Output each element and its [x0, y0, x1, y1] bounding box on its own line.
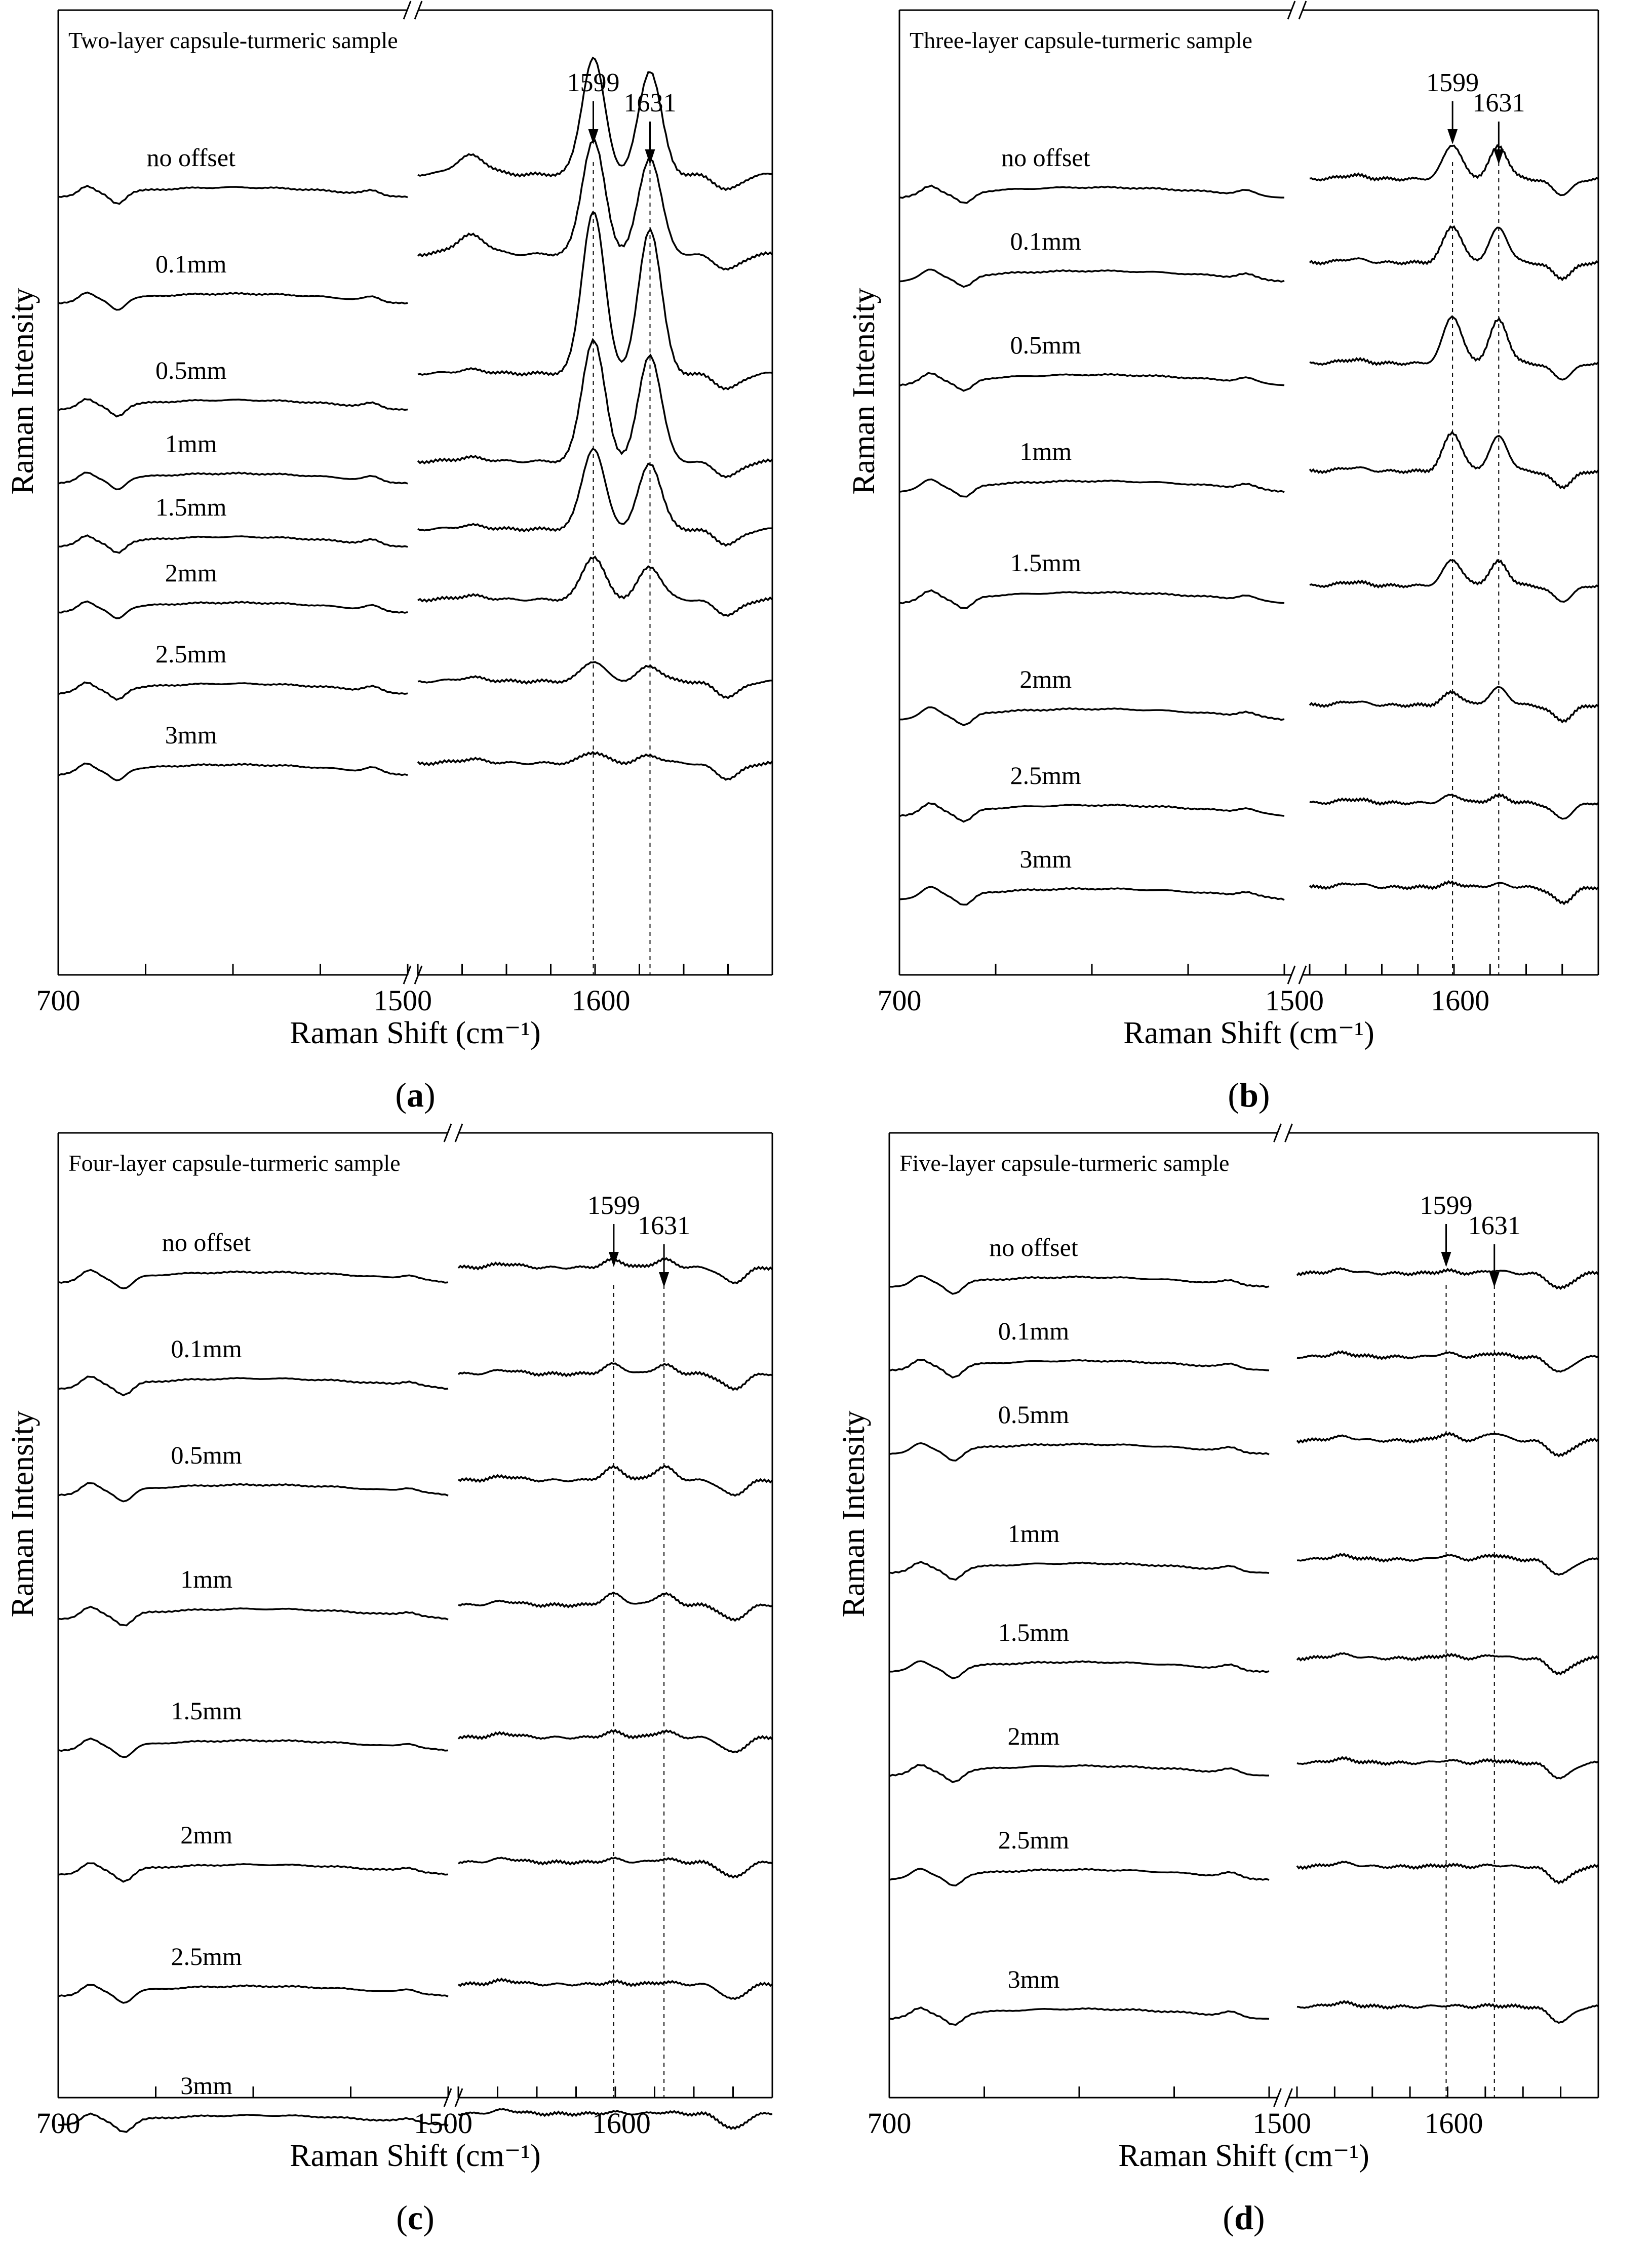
- spectrum-1mm-seg1: [58, 1607, 448, 1626]
- peak-arrow-head: [1447, 129, 1458, 144]
- spectrum-no-offset-seg1: [889, 1276, 1269, 1294]
- series-label: 1.5mm: [1010, 548, 1081, 577]
- peak-label-1599: 1599: [587, 1191, 640, 1220]
- spectrum-0.5mm-seg2: [418, 212, 772, 389]
- spectrum-1.5mm-seg1: [899, 590, 1284, 608]
- spectrum-2mm-seg1: [899, 707, 1284, 725]
- peak-label-1599: 1599: [567, 68, 620, 97]
- y-axis-label: Raman Intensity: [6, 1410, 40, 1618]
- spectrum-1.5mm-seg1: [58, 535, 408, 553]
- spectrum-1mm-seg2: [1297, 1554, 1598, 1575]
- x-tick-label: 1500: [414, 2107, 473, 2140]
- spectrum-0.1mm-seg2: [458, 1363, 772, 1390]
- x-tick-label: 1600: [571, 984, 631, 1017]
- spectrum-3mm-seg1: [899, 887, 1284, 904]
- spectrum-2mm-seg1: [58, 602, 408, 618]
- spectrum-3mm-seg1: [58, 2113, 448, 2132]
- spectrum-0.5mm-seg2: [1297, 1433, 1598, 1456]
- spectrum-1.5mm-seg1: [889, 1661, 1269, 1678]
- peak-label-1599: 1599: [1420, 1191, 1473, 1220]
- series-label: 1.5mm: [998, 1618, 1070, 1646]
- peak-label-1599: 1599: [1426, 68, 1479, 97]
- series-label: 0.5mm: [171, 1441, 242, 1469]
- x-tick-label: 1600: [1431, 984, 1490, 1017]
- spectrum-1.5mm-seg2: [1310, 560, 1598, 602]
- spectrum-0.5mm-seg2: [458, 1466, 772, 1495]
- y-axis-label: Raman Intensity: [847, 288, 881, 495]
- series-label: 0.1mm: [155, 250, 227, 278]
- x-tick-label: 700: [36, 984, 81, 1017]
- spectrum-3mm-seg2: [1297, 2001, 1598, 2023]
- series-label: 2.5mm: [171, 1942, 242, 1971]
- spectrum-no-offset-seg1: [899, 185, 1284, 203]
- spectrum-3mm-seg2: [418, 752, 772, 780]
- panel-title: Five-layer capsule-turmeric sample: [899, 1150, 1230, 1176]
- x-tick-label: 700: [867, 2107, 912, 2140]
- series-label: 0.5mm: [1010, 331, 1081, 359]
- spectrum-1mm-seg1: [899, 480, 1284, 497]
- series-label: 3mm: [1019, 845, 1072, 873]
- series-label: no offset: [989, 1233, 1078, 1262]
- x-axis-label: Raman Shift (cm⁻¹): [290, 1016, 541, 1050]
- series-label: no offset: [1001, 143, 1090, 172]
- x-axis-label: Raman Shift (cm⁻¹): [1118, 2139, 1369, 2173]
- series-label: 0.1mm: [1010, 227, 1081, 255]
- spectrum-2mm-seg1: [889, 1765, 1269, 1782]
- series-label: no offset: [146, 143, 235, 172]
- spectrum-2mm-seg2: [1297, 1757, 1598, 1779]
- y-axis-label: Raman Intensity: [6, 288, 40, 495]
- series-label: 3mm: [165, 721, 217, 749]
- spectrum-0.5mm-seg2: [1310, 317, 1598, 380]
- spectrum-2mm-seg2: [458, 1858, 772, 1877]
- spectrum-1mm-seg1: [889, 1562, 1269, 1580]
- panel-letter: (b): [1228, 1076, 1270, 1114]
- x-axis-label: Raman Shift (cm⁻¹): [1123, 1016, 1374, 1050]
- spectrum-1.5mm-seg2: [418, 449, 772, 545]
- series-label: 1mm: [1019, 437, 1072, 465]
- x-tick-label: 1500: [1265, 984, 1324, 1017]
- x-tick-label: 1500: [373, 984, 432, 1017]
- peak-label-1631: 1631: [1472, 89, 1525, 117]
- spectrum-0.1mm-seg2: [418, 141, 772, 270]
- spectrum-0.1mm-seg1: [899, 269, 1284, 287]
- x-tick-label: 700: [36, 2107, 81, 2140]
- spectrum-3mm-seg1: [58, 764, 408, 780]
- spectrum-0.1mm-seg1: [58, 293, 408, 310]
- x-tick-label: 1600: [1424, 2107, 1483, 2140]
- panel-title: Four-layer capsule-turmeric sample: [68, 1150, 401, 1176]
- spectrum-2mm-seg1: [58, 1863, 448, 1882]
- peak-label-1631: 1631: [638, 1211, 691, 1240]
- spectrum-no-offset-seg2: [1310, 145, 1598, 195]
- spectrum-1mm-seg1: [58, 472, 408, 489]
- spectrum-2.5mm-seg1: [58, 682, 408, 699]
- chart-d: [826, 1123, 1652, 2245]
- chart-c: [0, 1123, 826, 2245]
- x-tick-label: 1500: [1252, 2107, 1311, 2140]
- spectrum-1mm-seg2: [458, 1593, 772, 1621]
- series-label: 2mm: [1007, 1722, 1060, 1750]
- spectrum-2.5mm-seg2: [1310, 794, 1598, 819]
- x-tick-label: 700: [877, 984, 922, 1017]
- spectrum-0.1mm-seg2: [1297, 1352, 1598, 1372]
- spectrum-1.5mm-seg2: [1297, 1653, 1598, 1674]
- series-label: 2mm: [1019, 665, 1072, 693]
- spectrum-0.5mm-seg1: [58, 399, 408, 417]
- spectrum-2.5mm-seg2: [1297, 1862, 1598, 1883]
- panel-letter: (a): [395, 1076, 436, 1114]
- spectrum-3mm-seg1: [889, 2007, 1269, 2025]
- series-label: 2.5mm: [998, 1826, 1070, 1854]
- series-label: 0.1mm: [171, 1334, 242, 1363]
- spectrum-3mm-seg2: [1310, 881, 1598, 903]
- panel-c: [0, 1123, 826, 2245]
- peak-label-1631: 1631: [623, 89, 677, 117]
- x-tick-label: 1600: [592, 2107, 651, 2140]
- spectrum-2.5mm-seg1: [899, 803, 1284, 822]
- spectrum-2mm-seg2: [418, 557, 772, 616]
- series-label: 2mm: [165, 559, 217, 587]
- spectrum-no-offset-seg1: [58, 1270, 448, 1289]
- panel-letter: (c): [396, 2198, 435, 2237]
- peak-arrow-head: [1441, 1252, 1451, 1267]
- spectrum-2.5mm-seg2: [458, 1979, 772, 1999]
- peak-arrow-head: [1489, 1272, 1500, 1287]
- series-label: 2mm: [180, 1821, 232, 1849]
- spectrum-no-offset-seg1: [58, 186, 408, 204]
- series-label: 1mm: [1007, 1519, 1060, 1548]
- panel-b: [826, 0, 1652, 1123]
- spectrum-0.1mm-seg1: [889, 1360, 1269, 1377]
- panel-title: Two-layer capsule-turmeric sample: [68, 27, 398, 53]
- series-label: 2.5mm: [1010, 761, 1081, 790]
- panel-letter: (d): [1223, 2198, 1265, 2237]
- chart-a: [0, 0, 826, 1123]
- series-label: 1mm: [180, 1565, 232, 1593]
- spectrum-2.5mm-seg1: [58, 1985, 448, 2003]
- series-label: 1mm: [165, 429, 217, 458]
- spectrum-1mm-seg2: [418, 340, 772, 478]
- x-axis-label: Raman Shift (cm⁻¹): [290, 2139, 541, 2173]
- chart-b: [826, 0, 1652, 1123]
- spectrum-0.1mm-seg2: [1310, 226, 1598, 280]
- spectrum-2.5mm-seg1: [889, 1869, 1269, 1885]
- series-label: 1.5mm: [155, 493, 227, 521]
- spectrum-no-offset-seg2: [1297, 1268, 1598, 1288]
- series-label: 1.5mm: [171, 1697, 242, 1725]
- panel-a: [0, 0, 826, 1123]
- peak-arrow-head: [659, 1272, 669, 1287]
- panel-d: [826, 1123, 1652, 2245]
- spectrum-1.5mm-seg1: [58, 1739, 448, 1757]
- series-label: 0.5mm: [998, 1400, 1070, 1429]
- y-axis-label: Raman Intensity: [837, 1410, 871, 1618]
- spectrum-1mm-seg2: [1310, 432, 1598, 488]
- spectrum-2mm-seg2: [1310, 687, 1598, 722]
- series-label: 0.1mm: [998, 1317, 1070, 1345]
- spectrum-1.5mm-seg2: [458, 1730, 772, 1752]
- series-label: 2.5mm: [155, 640, 227, 668]
- spectrum-2.5mm-seg2: [418, 662, 772, 698]
- panel-title: Three-layer capsule-turmeric sample: [910, 27, 1252, 53]
- peak-label-1631: 1631: [1468, 1211, 1521, 1240]
- series-label: 0.5mm: [155, 356, 227, 384]
- series-label: 3mm: [1007, 1965, 1060, 1993]
- spectrum-0.1mm-seg1: [58, 1376, 448, 1395]
- spectrum-0.5mm-seg1: [58, 1483, 448, 1502]
- series-label: 3mm: [180, 2071, 232, 2100]
- spectrum-0.5mm-seg1: [889, 1443, 1269, 1461]
- series-label: no offset: [162, 1228, 251, 1256]
- spectrum-0.5mm-seg1: [899, 373, 1284, 390]
